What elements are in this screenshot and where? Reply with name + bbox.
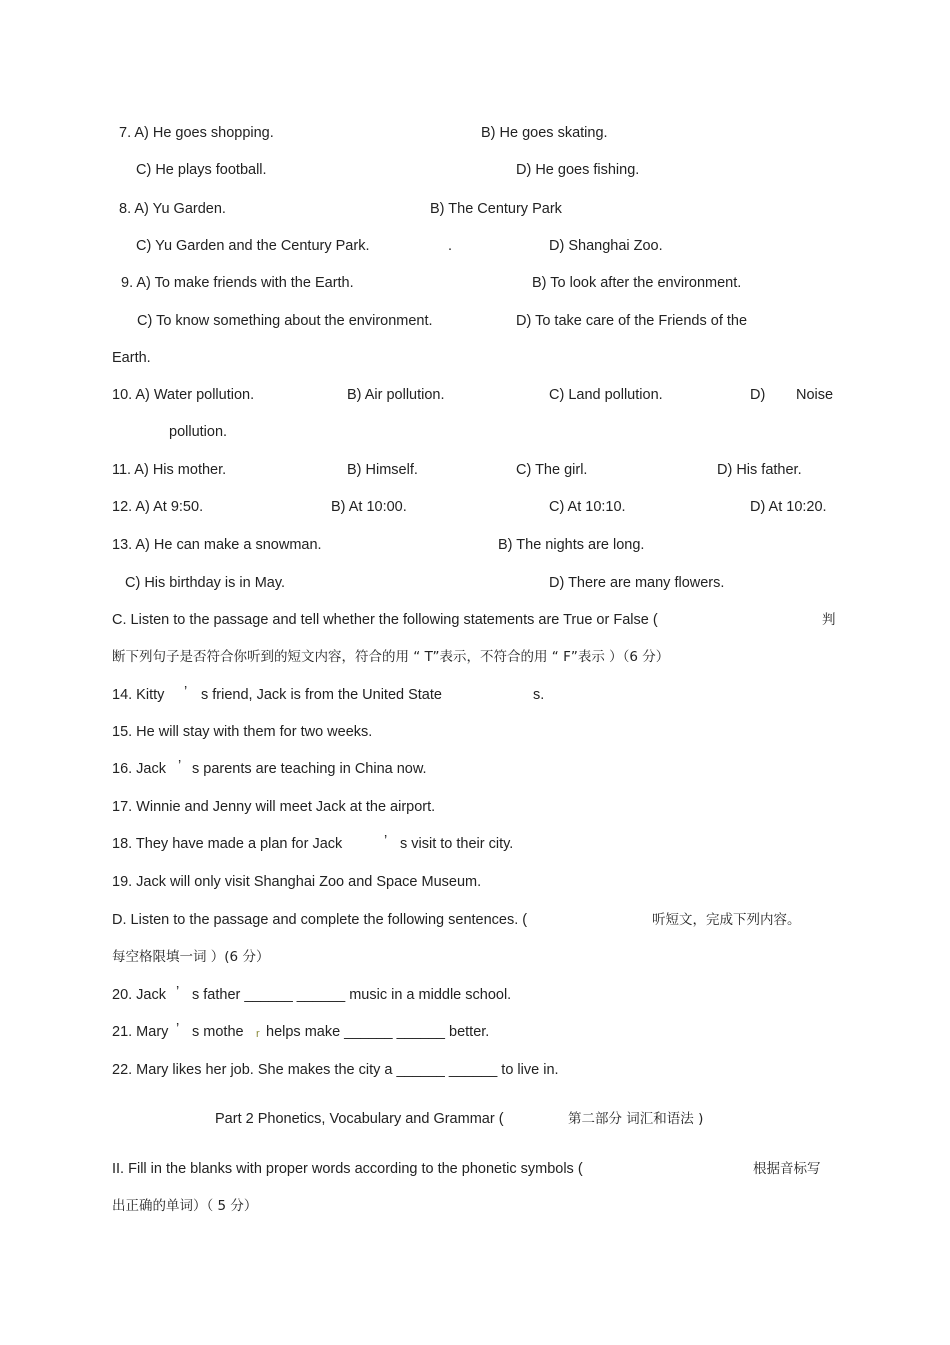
q8-option-c: C) Yu Garden and the Century Park. [136, 238, 370, 254]
q11-option-c: C) The girl. [516, 462, 588, 478]
q8-option-a: 8. A) Yu Garden. [119, 201, 226, 217]
q7-option-b: B) He goes skating. [481, 125, 608, 141]
q13-option-c: C) His birthday is in May. [125, 575, 286, 591]
q13-option-b: B) The nights are long. [498, 537, 645, 553]
q13-option-d: D) There are many flowers. [549, 575, 725, 591]
section-d-instruction: D. Listen to the passage and complete the following sentences. ( [112, 912, 528, 928]
statement-18-start: 18. They have made a plan for Jack [112, 836, 343, 852]
q10-option-b: B) Air pollution. [347, 387, 445, 403]
q9-option-d-continued: Earth. [112, 350, 151, 366]
q9-option-b: B) To look after the environment. [532, 275, 742, 291]
sentence-21-start: 21. Mary [112, 1024, 169, 1040]
sentence-21-stray-mark: r [256, 1028, 260, 1040]
statement-14-text: s friend, Jack is from the United State [201, 687, 442, 703]
q11-option-d: D) His father. [717, 462, 802, 478]
q11-option-b: B) Himself. [347, 462, 418, 478]
q7-option-d: D) He goes fishing. [516, 162, 640, 178]
statement-17: 17. Winnie and Jenny will meet Jack at the airport. [112, 799, 436, 815]
section-ii-instruction-cn: 出正确的单词）（ 5 分） [112, 1198, 258, 1214]
statement-18-apostrophe: ’ [384, 833, 388, 849]
section-d-instruction-cn: 听短文，完成下列内容。 [652, 912, 801, 928]
statement-16-start: 16. Jack [112, 761, 166, 777]
sentence-21-rest: helps make ______ ______ better. [266, 1024, 490, 1040]
statement-19: 19. Jack will only visit Shanghai Zoo and Space Museum. [112, 874, 482, 890]
q10-option-d-label: D) [750, 387, 766, 403]
q10-option-a: 10. A) Water pollution. [112, 387, 255, 403]
sentence-21-apostrophe: ’ [176, 1021, 180, 1037]
q7-option-a: 7. A) He goes shopping. [119, 125, 274, 141]
q10-option-d-word: Noise [796, 387, 834, 403]
section-c-instruction: C. Listen to the passage and tell whether the following statements are True or False ( [112, 612, 658, 628]
q9-option-c: C) To know something about the environment. [137, 313, 433, 329]
statement-16-apostrophe: ’ [178, 758, 182, 774]
q11-option-a: 11. A) His mother. [112, 462, 227, 478]
sentence-20-start: 20. Jack [112, 987, 166, 1003]
statement-15: 15. He will stay with them for two weeks. [112, 724, 373, 740]
part-2-title-cn: 第二部分 词汇和语法 ) [568, 1111, 704, 1127]
q8-option-d: D) Shanghai Zoo. [549, 238, 663, 254]
section-ii-instruction: II. Fill in the blanks with proper words according to the phonetic symbols ( [112, 1161, 583, 1177]
statement-14-end: s. [533, 687, 545, 703]
statement-14-start: 14. Kitty [112, 687, 165, 703]
q8-stray-dot: . [448, 238, 453, 254]
sentence-21-text: s mothe [192, 1024, 244, 1040]
sentence-20-apostrophe: ’ [176, 984, 180, 1000]
q7-option-c: C) He plays football. [136, 162, 267, 178]
q12-option-b: B) At 10:00. [331, 499, 407, 515]
q10-option-d-continued: pollution. [169, 424, 228, 440]
statement-14-apostrophe: ’ [184, 684, 188, 700]
sentence-20-text: s father ______ ______ music in a middle school. [192, 987, 512, 1003]
q8-option-b: B) The Century Park [430, 201, 562, 217]
statement-16-text: s parents are teaching in China now. [192, 761, 427, 777]
section-ii-instruction-cn-start: 根据音标写 [753, 1161, 821, 1177]
section-c-instruction-cn-start: 判 [822, 612, 836, 628]
section-d-instruction-cn-2: 每空格限填一词 ）(6 分） [112, 949, 270, 965]
q9-option-a: 9. A) To make friends with the Earth. [121, 275, 354, 291]
statement-18-text: s visit to their city. [400, 836, 514, 852]
q9-option-d: D) To take care of the Friends of the [516, 313, 748, 329]
sentence-22: 22. Mary likes her job. She makes the city a ______ ______ to live in. [112, 1062, 559, 1078]
q12-option-a: 12. A) At 9:50. [112, 499, 204, 515]
part-2-title: Part 2 Phonetics, Vocabulary and Grammar ( [215, 1111, 504, 1127]
section-c-instruction-cn: 断下列句子是否符合你听到的短文内容，符合的用 “ T”表示，不符合的用 “ F”表示 ）（6 分） [112, 649, 670, 665]
q12-option-c: C) At 10:10. [549, 499, 626, 515]
q10-option-c: C) Land pollution. [549, 387, 663, 403]
q13-option-a: 13. A) He can make a snowman. [112, 537, 322, 553]
q12-option-d: D) At 10:20. [750, 499, 827, 515]
